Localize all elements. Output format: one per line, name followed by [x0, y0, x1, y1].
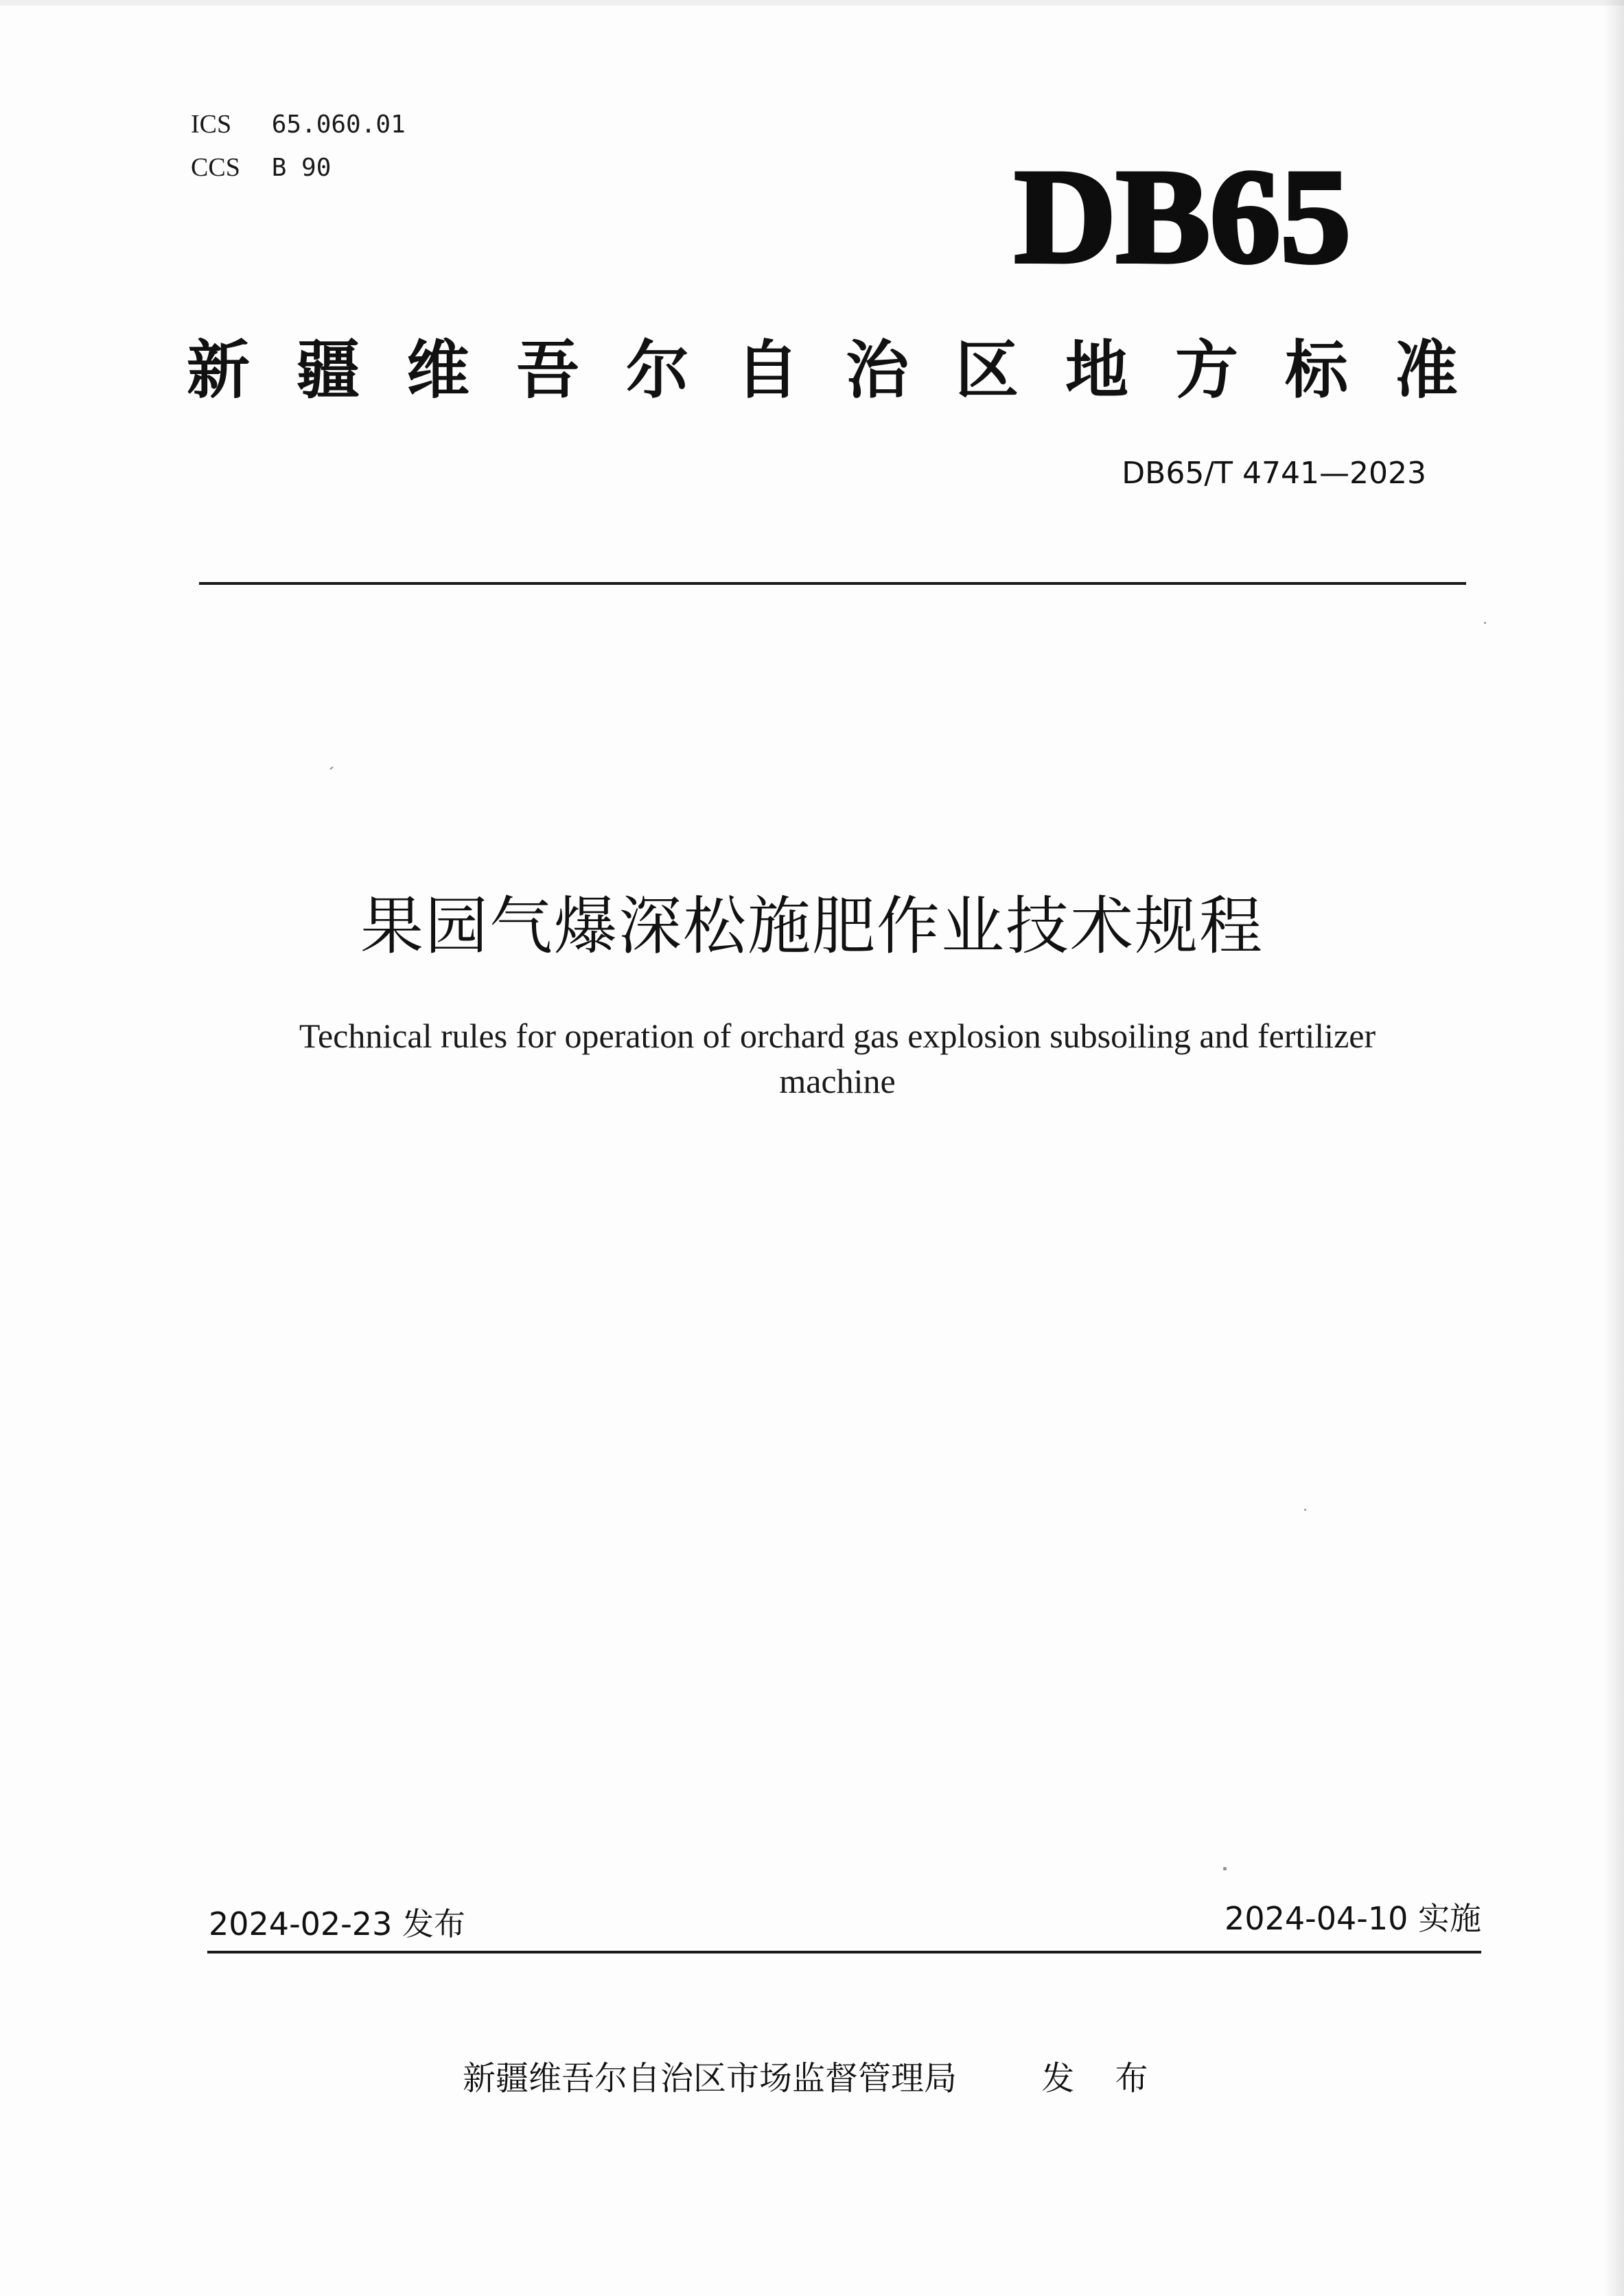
- scan-edge-right: [1603, 0, 1624, 2296]
- classification-codes: [191, 103, 406, 189]
- implementation-date: 2024-04-10 实施: [1225, 1900, 1481, 1937]
- title-english: [233, 1013, 1441, 1104]
- scan-speck: [1304, 1509, 1306, 1511]
- db65-logo-text: DB65: [1014, 162, 1351, 272]
- issue-word: 发 布: [1041, 2059, 1163, 2098]
- scan-edge-top: [0, 0, 1624, 5]
- title-chinese: 果园气爆深松施肥作业技术规程: [360, 890, 1264, 963]
- ics-value: 65.060.01: [271, 111, 406, 139]
- ccs-code-row: [191, 146, 406, 189]
- title-english-line2: machine: [779, 1062, 896, 1100]
- ics-key: ICS: [191, 110, 232, 139]
- db65-logo: [1014, 162, 1351, 272]
- ccs-value: B 90: [271, 154, 332, 182]
- db65-logo-mark: [1014, 162, 1351, 272]
- issue-date: 2024-02-23 发布: [209, 1905, 465, 1943]
- header-divider: [199, 582, 1466, 585]
- dates-divider: [207, 1951, 1481, 1953]
- standard-number: DB65/T 4741—2023: [1122, 456, 1426, 491]
- ccs-key: CCS: [191, 153, 240, 182]
- issuer-name: 新疆维吾尔自治区市场监督管理局: [463, 2059, 958, 2098]
- standard-type-heading: 新疆维吾尔自治区地方标准: [187, 334, 1505, 407]
- scan-speck: [1484, 622, 1486, 624]
- issuer-block: [463, 2056, 1163, 2100]
- scan-speck: [1223, 1867, 1227, 1870]
- title-english-line1: Technical rules for operation of orchard gas explosion subsoiling and fertilizer: [299, 1017, 1376, 1055]
- ics-code-row: [191, 103, 406, 146]
- scan-speck: [329, 766, 334, 769]
